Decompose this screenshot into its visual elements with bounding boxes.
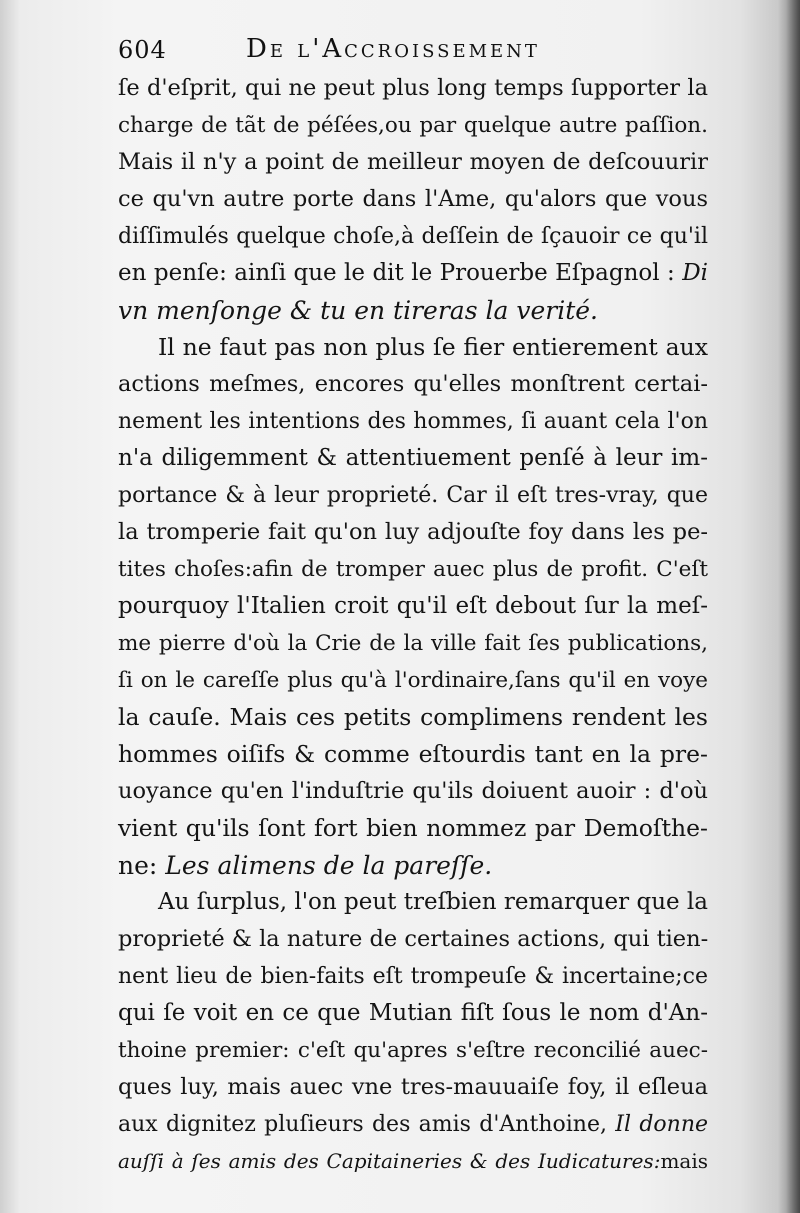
text-line <box>118 588 708 625</box>
text-span: ques luy, mais auec vne tres-mauuaiſe foy, il eſleua <box>118 1074 708 1100</box>
text-line <box>118 1032 708 1069</box>
text-span: diſſimulés quelque choſe,à deſſein de ſçauoir ce qu'il <box>118 224 708 249</box>
text-line <box>118 329 708 366</box>
text-span: Au ſurplus, l'on peut treſbien remarquer que la <box>158 889 709 915</box>
text-span: ſi on le careſſe plus qu'à l'ordinaire,ſans qu'il en voye <box>118 668 708 693</box>
text-line <box>118 995 708 1032</box>
text-span: proprieté & la nature de certaines actions, qui tien- <box>118 926 709 952</box>
text-line <box>118 477 708 514</box>
italic-text: Di <box>682 260 708 286</box>
text-span: la cauſe. Mais ces petits complimens rendent les <box>118 703 708 731</box>
text-span: uoyance qu'en l'induſtrie qu'ils doiuent auoir : d'où <box>118 778 708 804</box>
text-line <box>118 292 708 329</box>
text-span: aux dignitez pluſieurs des amis d'Anthoine, <box>118 1112 616 1137</box>
text-line <box>118 736 708 773</box>
running-title: De l'Accroissement <box>246 34 540 64</box>
text-line <box>118 514 708 551</box>
text-line <box>118 1106 708 1143</box>
text-line <box>118 255 708 292</box>
text-span: la tromperie fait qu'on luy adjouſte foy dans les pe- <box>118 519 708 545</box>
italic-text: auſſi à ſes amis des Capitaineries & des Iudicatures: <box>118 1149 661 1173</box>
text-line <box>118 218 708 255</box>
text-line <box>118 551 708 588</box>
page-number: 604 <box>118 36 167 64</box>
text-line <box>118 847 708 884</box>
text-span: ſe d'eſprit, qui ne peut plus long temps ſupporter la <box>118 75 708 101</box>
text-line <box>118 699 708 736</box>
text-line <box>118 958 708 995</box>
text-span: pourquoy l'Italien croit qu'il eſt debout ſur la meſ- <box>118 593 708 619</box>
text-span: n'a diligemment & attentiuement penſé à leur im- <box>118 445 708 471</box>
text-line <box>118 1069 708 1106</box>
text-span: tites choſes:afin de tromper auec plus de profit. C'eſt <box>118 557 708 582</box>
text-span: thoine premier: c'eſt qu'apres s'eſtre reconcilié auec- <box>118 1038 708 1063</box>
body-text <box>118 70 708 1180</box>
text-span: hommes oiſifs & comme eſtourdis tant en la pre- <box>118 740 708 768</box>
text-line <box>118 884 708 921</box>
text-line <box>118 625 708 662</box>
text-span: me pierre d'où la Crie de la ville fait ſes publications, <box>118 631 708 656</box>
text-line <box>118 144 708 181</box>
text-line <box>118 1143 708 1180</box>
text-span: mais <box>660 1149 708 1173</box>
italic-text: Les alimens de la pareſſe. <box>165 851 493 880</box>
text-line <box>118 107 708 144</box>
text-span: qui ſe voit en ce que Mutian fiſt ſous le nom d'An- <box>118 1000 708 1026</box>
text-span: nent lieu de bien-faits eſt trompeuſe & incertaine;ce <box>118 964 708 989</box>
text-span: en penſe: ainſi que le dit le Prouerbe Eſpagnol : <box>118 260 683 286</box>
text-line <box>118 662 708 699</box>
text-line <box>118 921 708 958</box>
text-span: ce qu'vn autre porte dans l'Ame, qu'alors que vous <box>118 186 708 212</box>
text-span: nement les intentions des hommes, ſi auant cela l'on <box>118 409 708 434</box>
text-span: Il ne faut pas non plus ſe fier entierement aux <box>158 333 708 361</box>
page-header <box>118 32 718 72</box>
text-line <box>118 810 708 847</box>
text-line <box>118 70 708 107</box>
italic-text: vn menſonge & tu en tireras la verité. <box>118 296 598 325</box>
text-line <box>118 366 708 403</box>
italic-text: Il donne <box>615 1112 709 1137</box>
text-span: portance & à leur proprieté. Car il eſt tres-vray, que <box>118 483 708 508</box>
text-line <box>118 403 708 440</box>
page-edge-shadow <box>786 0 800 1213</box>
text-span: charge de tãt de péſées,ou par quelque autre paſſion. <box>118 113 708 138</box>
text-span: vient qu'ils ſont fort bien nommez par Demoſthe- <box>118 814 708 842</box>
text-span: ne: <box>118 851 166 880</box>
text-span: Mais il n'y a point de meilleur moyen de deſcouurir <box>118 149 708 175</box>
text-line <box>118 181 708 218</box>
text-span: actions meſmes, encores qu'elles monſtrent certai- <box>118 371 708 397</box>
text-line <box>118 440 708 477</box>
text-line <box>118 773 708 810</box>
